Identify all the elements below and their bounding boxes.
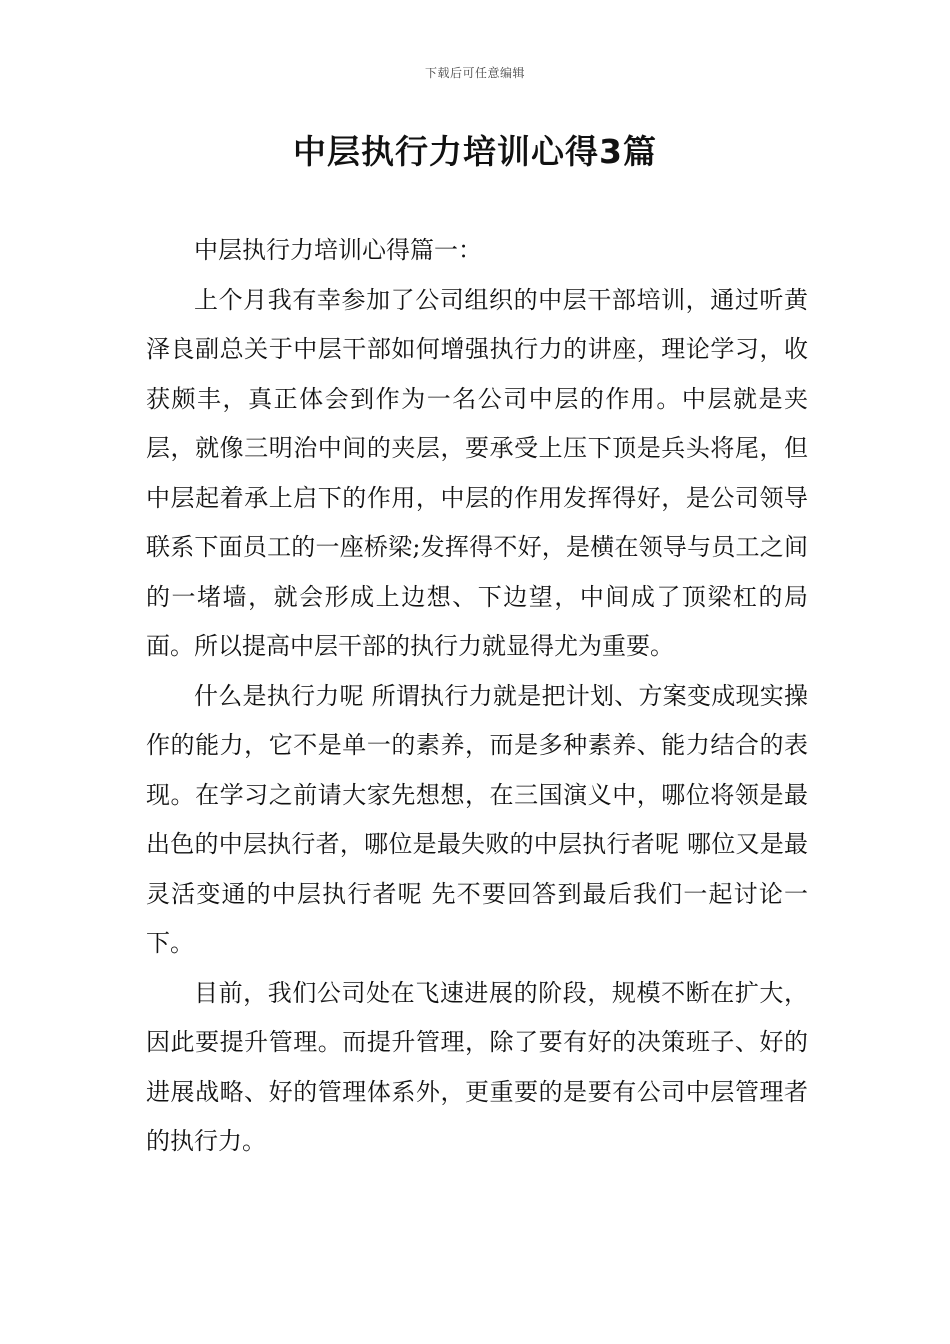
document-title: 中层执行力培训心得3篇 (293, 132, 657, 171)
header-note: 下载后可任意编辑 (424, 66, 525, 80)
body-paragraph-2: 什么是执行力呢 所谓执行力就是把计划、方案变成现实操作的能力，它不是单一的素养，而是多种素养、能力结合的表现。在学习之前请大家先想想，在三国演义中，哪位将领是最出色的中层执行者，哪位是最失败的中层执行者呢 哪位又是最灵活变通的中层执行者呢 先不要回答到最后我们一起讨论一下。 (146, 681, 808, 957)
body-paragraph-1: 上个月我有幸参加了公司组织的中层干部培训，通过听黄泽良副总关于中层干部如何增强执行力的讲座，理论学习，收获颇丰，真正体会到作为一名公司中层的作用。中层就是夹层，就像三明治中间的夹层，要承受上压下顶是兵头将尾，但中层起着承上启下的作用，中层的作用发挥得好，是公司领导联系下面员工的一座桥梁;发挥得不好，是横在领导与员工之间的一堵墙，就会形成上边想、下边望，中间成了顶梁杠的局面。所以提高中层干部的执行力就显得尤为重要。 (146, 285, 808, 660)
body-paragraph-3: 目前，我们公司处在飞速进展的阶段，规模不断在扩大，因此要提升管理。而提升管理，除了要有好的决策班子、好的进展战略、好的管理体系外，更重要的是要有公司中层管理者的执行力。 (146, 978, 808, 1155)
section-heading: 中层执行力培训心得篇一： (194, 236, 482, 264)
document-body (146, 226, 808, 1167)
